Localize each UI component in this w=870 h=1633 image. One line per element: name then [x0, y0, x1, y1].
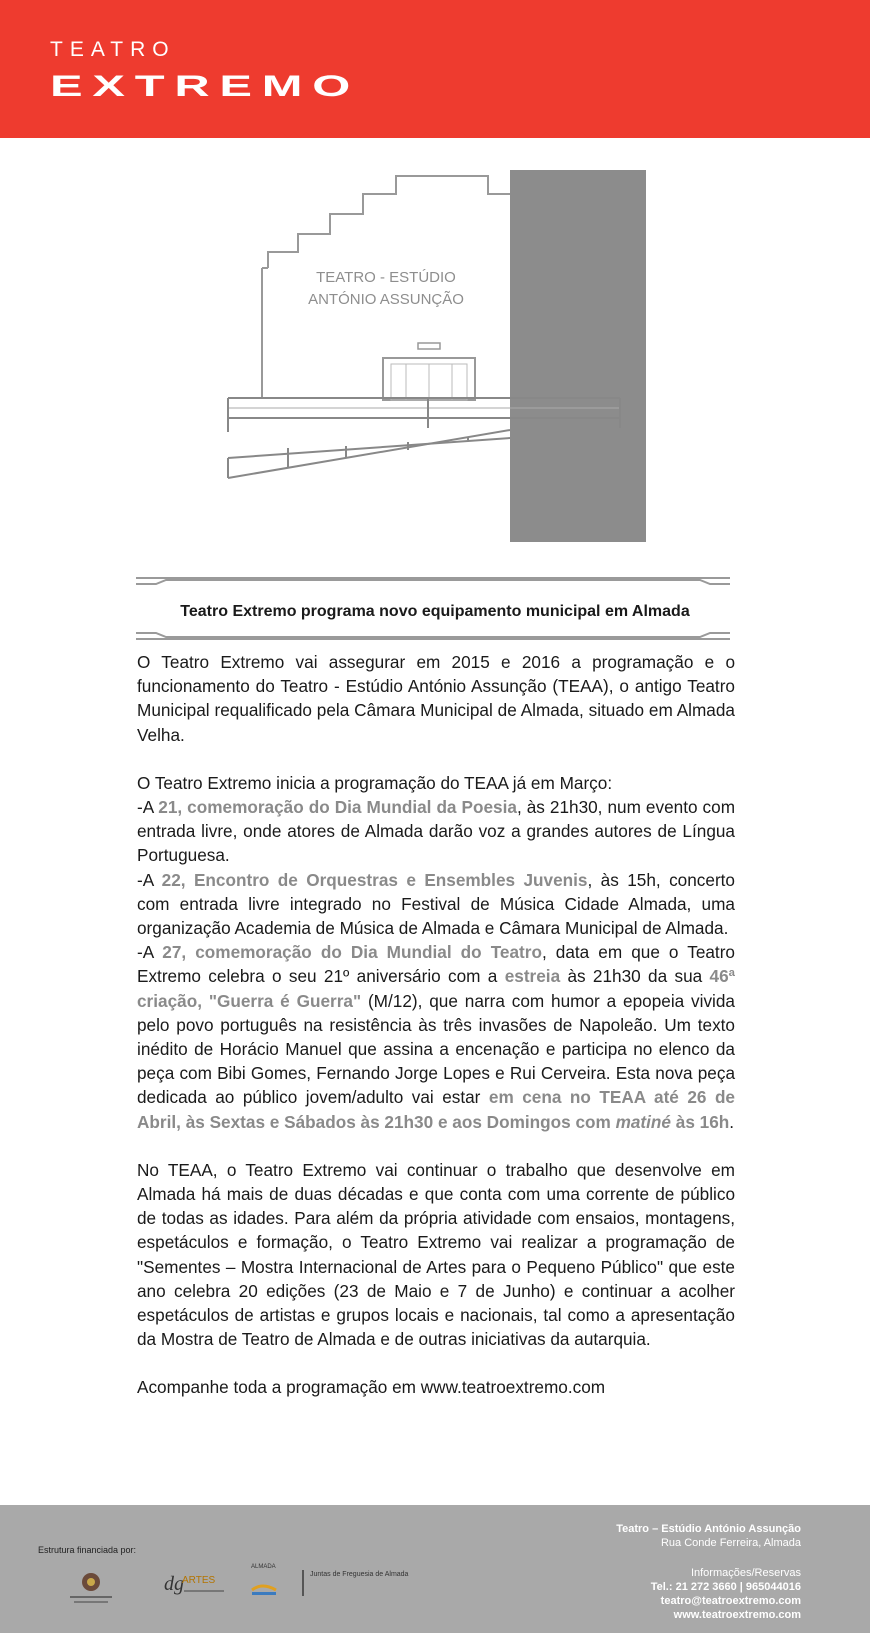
svg-text:ARTES: ARTES	[182, 1575, 216, 1586]
sponsor-logos	[66, 1560, 409, 1620]
svg-text:EXTREMO: EXTREMO	[50, 70, 360, 103]
event-text: , às 21h30, num evento com entrada livre, onde atores de Almada darão voz a grandes autores de Língua Portuguesa.	[137, 797, 736, 866]
paragraph-teaa: No TEAA, o Teatro Extremo vai continuar o trabalho que desenvolve em Almada há mais de duas décadas e que conta com uma corrente de público de todas as idades. Para além da própria atividade com ensaios, montagens, espetáculos e formação, o Teatro Extremo vai realizar a programação de "Sementes – Mostra Internacional de Artes para o Pequeno Público" que este ano celebra 20 edições (23 de Maio e 7 de Junho) e continuar a acolher espetáculos de artistas e grupos locais e nacionais, tal como a apresentação da Mostra de Teatro de Almada e de outras iniciativas da autarquia.	[137, 1159, 735, 1350]
funded-by-label: Estrutura financiada por:	[38, 1545, 137, 1555]
website-link[interactable]: www.teatroextremo.com	[673, 1609, 801, 1621]
venue-address: Rua Conde Ferreira, Almada	[660, 1537, 801, 1549]
brand-extremo-logo	[50, 70, 362, 103]
dgartes-logo: dg	[164, 1573, 184, 1595]
event-highlight-premiere: estreia	[504, 966, 561, 987]
almada-logo: ALMADA	[251, 1564, 276, 1570]
event-highlight-orchestras: 22, Encontro de Orquestras e Ensembles Juvenis	[161, 869, 588, 890]
divider-ribbon-top	[136, 575, 730, 587]
event-highlight-matine: matiné	[615, 1111, 671, 1132]
phone-number: Tel.: 21 272 3660 | 965044016	[650, 1581, 801, 1593]
paragraph-program	[137, 771, 735, 1134]
divider-ribbon-bottom	[136, 630, 730, 642]
svg-text:ANTÓNIO ASSUNÇÃO: ANTÓNIO ASSUNÇÃO	[308, 291, 464, 308]
event-highlight-creation: 46ª criação, "Guerra é Guerra"	[137, 966, 736, 1011]
event-highlight-theatre-day: 27, comemoração do Dia Mundial do Teatro	[162, 942, 542, 963]
event-prefix: -A	[137, 942, 163, 963]
event-text: .	[729, 1111, 735, 1132]
footer-contact	[616, 1522, 801, 1622]
event-text: às 21h30 da sua	[560, 966, 710, 987]
event-prefix: -A	[137, 797, 159, 818]
event-highlight-time: às 16h	[671, 1111, 730, 1132]
paragraph-intro: O Teatro Extremo vai assegurar em 2015 e 2016 a programação e o funcionamento do Teatro - Estúdio António Assunção (TEAA), o antigo Teatro Municipal requalificado pela Câmara Municipal de Almada, situado em Almada Velha.	[137, 652, 735, 745]
event-highlight-poetry: 21, comemoração do Dia Mundial da Poesia	[158, 797, 517, 818]
event-highlight-schedule: em cena no TEAA até 26 de Abril, às Sextas e Sábados às 21h30 e aos Domingos com	[137, 1087, 735, 1132]
paragraph-website: Acompanhe toda a programação em www.teatroextremo.com	[137, 1377, 606, 1398]
article-headline: Teatro Extremo programa novo equipamento municipal em Almada	[180, 603, 690, 620]
event-text: , data em que o Teatro Extremo celebra o seu 21º aniversário com a	[137, 942, 735, 987]
svg-text:TEATRO - ESTÚDIO: TEATRO - ESTÚDIO	[316, 269, 456, 286]
email-link[interactable]: teatro@teatroextremo.com	[660, 1595, 801, 1607]
header-zigzag-edge	[0, 128, 870, 142]
event-prefix: -A	[137, 869, 162, 890]
event-text: (M/12), que narra com humor a epopeia vivida pelo povo português na resistência às três invasões de Napoleão. Um texto inédito de Horácio Manuel que assina a encenação e participa no elenco da peça com Bibi Gomes, Fernando Jorge Lopes e Rui Cerveira. Esta nova peça dedicada ao público jovem/adulto vai estar	[137, 990, 735, 1108]
theatre-building-illustration	[228, 168, 648, 546]
venue-name: Teatro – Estúdio António Assunção	[616, 1523, 801, 1535]
brand-teatro: TEATRO	[50, 38, 176, 61]
article-body	[137, 650, 735, 1424]
info-label: Informações/Reservas	[690, 1567, 801, 1579]
header-banner	[0, 0, 870, 138]
event-text: , às 15h, concerto com entrada livre integrado no Festival de Música Cidade Almada, uma organização Academia de Música de Almada e Câmara Municipal de Almada.	[137, 869, 735, 939]
program-intro: O Teatro Extremo inicia a programação do TEAA já em Março:	[137, 772, 613, 793]
juntas-freguesia-logo: Juntas de Freguesia de Almada	[310, 1571, 409, 1578]
